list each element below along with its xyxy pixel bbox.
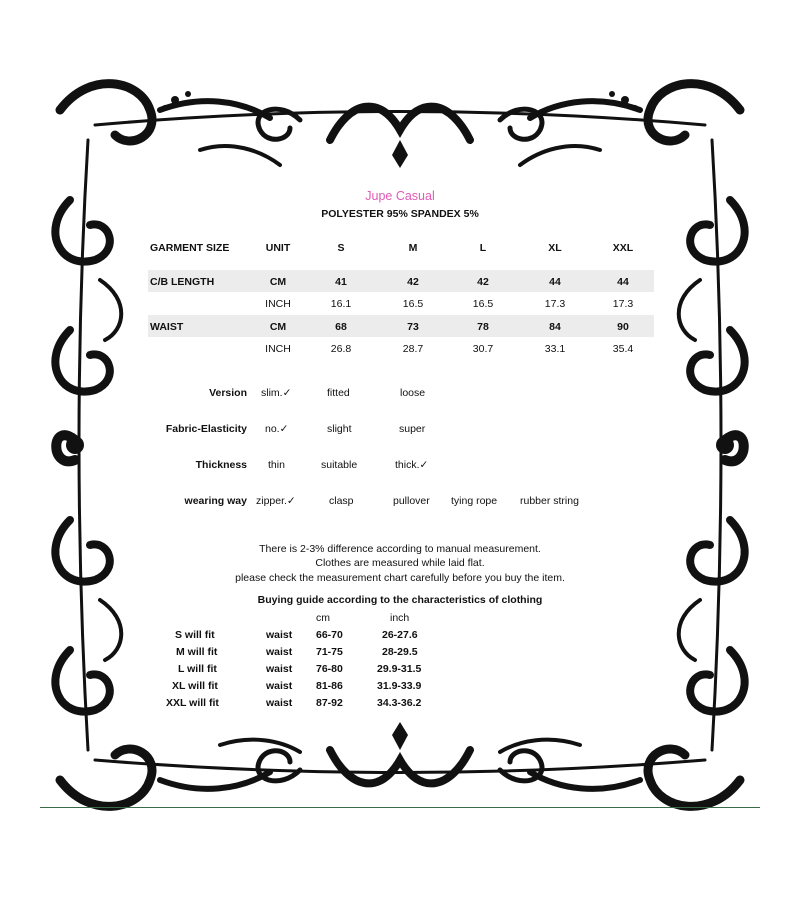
cell-value: 90 [617, 321, 629, 333]
row-label: WAIST [150, 321, 184, 333]
row-unit: INCH [265, 298, 291, 310]
attr-option: loose [400, 387, 426, 399]
attr-option: fitted [327, 387, 350, 399]
attr-option: suitable [321, 459, 358, 471]
cell-value: 30.7 [472, 343, 494, 355]
row-unit: INCH [265, 343, 291, 355]
attr-option: zipper.✓ [256, 495, 296, 507]
cell-value: 35.4 [612, 343, 634, 355]
guide-cm: 66-70 [316, 629, 343, 641]
cell-value: 68 [335, 321, 347, 333]
row-unit: CM [269, 321, 287, 333]
cell-value: 84 [549, 321, 561, 333]
header-size-xxl: XXL [612, 242, 634, 254]
row-label: C/B LENGTH [150, 276, 215, 288]
guide-inch: 31.9-33.9 [377, 680, 422, 692]
cell-value: 42 [477, 276, 489, 288]
note-line: Clothes are measured while laid flat. [315, 557, 485, 569]
cell-value: 16.1 [330, 298, 352, 310]
attr-option: clasp [329, 495, 354, 507]
attr-option: thin [268, 459, 285, 471]
guide-part: waist [266, 646, 293, 658]
attr-option: slim.✓ [261, 387, 292, 399]
header-size-m: M [408, 242, 418, 254]
row-unit: CM [269, 276, 287, 288]
attr-option: super [399, 423, 426, 435]
note-line: There is 2-3% difference according to manual measurement. [259, 543, 541, 555]
cell-value: 78 [477, 321, 489, 333]
cell-value: 17.3 [544, 298, 566, 310]
attr-option: tying rope [451, 495, 498, 507]
guide-inch: 34.3-36.2 [377, 697, 422, 709]
cell-value: 44 [549, 276, 561, 288]
attr-option: pullover [393, 495, 430, 507]
header-unit: UNIT [265, 242, 291, 254]
attr-option: thick.✓ [395, 459, 429, 471]
attr-label-fabric-elasticity: Fabric-Elasticity [165, 423, 247, 435]
attr-option: no.✓ [265, 423, 289, 435]
guide-part: waist [266, 629, 293, 641]
guide-inch: 26-27.6 [382, 629, 418, 641]
guide-part: waist [266, 680, 293, 692]
attr-label-wearing-way: wearing way [184, 495, 247, 507]
cell-value: 42 [407, 276, 419, 288]
cell-value: 16.5 [402, 298, 424, 310]
guide-fit: S will fit [175, 629, 215, 641]
guide-cm: 81-86 [316, 680, 343, 692]
guide-fit: XXL will fit [166, 697, 219, 709]
cell-value: 73 [407, 321, 419, 333]
header-garment-size: GARMENT SIZE [150, 242, 230, 254]
guide-part: waist [266, 663, 293, 675]
bottom-rule [40, 807, 760, 808]
guide-cm: 87-92 [316, 697, 343, 709]
cell-value: 33.1 [544, 343, 566, 355]
guide-cm: 76-80 [316, 663, 343, 675]
note-line: please check the measurement chart carefully before you buy the item. [235, 572, 565, 584]
guide-fit: M will fit [176, 646, 218, 658]
guide-fit: XL will fit [172, 680, 218, 692]
attr-label-thickness: Thickness [195, 459, 247, 471]
attr-option: rubber string [520, 495, 579, 507]
guide-header-inch: inch [390, 612, 410, 624]
brand-name: Jupe Casual [365, 189, 435, 203]
cell-value: 17.3 [612, 298, 634, 310]
header-size-xl: XL [548, 242, 562, 254]
cell-value: 28.7 [402, 343, 424, 355]
guide-part: waist [266, 697, 293, 709]
guide-inch: 29.9-31.5 [377, 663, 422, 675]
guide-fit: L will fit [178, 663, 217, 675]
attr-option: slight [327, 423, 352, 435]
guide-header-cm: cm [316, 612, 330, 624]
header-size-l: L [479, 242, 487, 254]
attr-label-version: Version [209, 387, 247, 399]
material-composition: POLYESTER 95% SPANDEX 5% [321, 208, 479, 220]
cell-value: 16.5 [472, 298, 494, 310]
header-size-s: S [337, 242, 345, 254]
cell-value: 41 [335, 276, 347, 288]
guide-cm: 71-75 [316, 646, 343, 658]
cell-value: 26.8 [330, 343, 352, 355]
buying-guide-title: Buying guide according to the characteristics of clothing [257, 594, 543, 606]
guide-inch: 28-29.5 [382, 646, 418, 658]
cell-value: 44 [617, 276, 629, 288]
